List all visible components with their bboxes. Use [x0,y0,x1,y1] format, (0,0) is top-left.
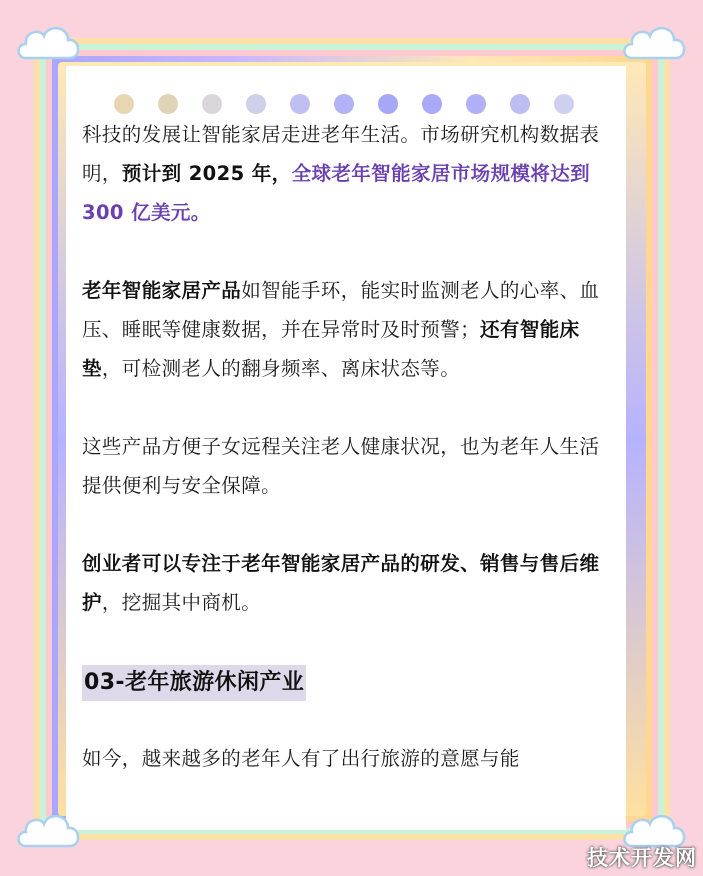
bold-entrepreneur-advice: 创业者可以专注于老年智能家居产品的研发、销售与售后维护 [82,552,600,614]
dot-icon [378,94,398,114]
text-span: ，可检测老人的翻身频率、离床状态等。 [101,357,461,380]
dot-icon [510,94,530,114]
dot-icon [114,94,134,114]
section-heading: 03-老年旅游休闲产业 [82,665,306,701]
text-span: 如今，越来越多的老年人有了出行旅游的意愿与能 [82,747,520,770]
text-span: ，挖掘其中商机。 [101,591,262,614]
dot-icon [422,94,442,114]
text-span: 如智能手环，能实时监测老人的心率、血压、睡眠等健康数据，并在异常时及时预警； [82,279,600,341]
dot-icon [202,94,222,114]
dot-icon [290,94,310,114]
decorative-dots [114,94,584,116]
text-span: 科技的发展让智能家居走进老年生活。市场研究机构数据表明， [82,123,600,185]
dot-icon [246,94,266,114]
article-body [82,115,618,817]
article-card [66,66,626,830]
cloud-icon [14,806,84,852]
bold-smart-mattress: 还有智能床垫 [82,318,580,380]
paragraph-products [82,271,618,388]
paragraph-market [82,115,618,232]
dot-icon [466,94,486,114]
text-span: 这些产品方便子女远程关注老人健康状况，也为老年人生活提供便利与安全保障。 [82,435,600,497]
paragraph-entrepreneurs [82,544,618,622]
dot-icon [554,94,574,114]
dot-icon [334,94,354,114]
cloud-icon [14,18,84,64]
bold-product-term: 老年智能家居产品 [82,279,242,302]
paragraph-benefits [82,427,618,505]
bold-forecast: 预计到 2025 年， [121,162,292,185]
highlight-market-size: 全球老年智能家居市场规模将达到 300 亿美元。 [82,162,591,224]
dot-icon [158,94,178,114]
site-watermark: 技术开发网 [587,846,697,870]
paragraph-tourism [82,739,618,778]
cloud-icon [620,18,690,64]
